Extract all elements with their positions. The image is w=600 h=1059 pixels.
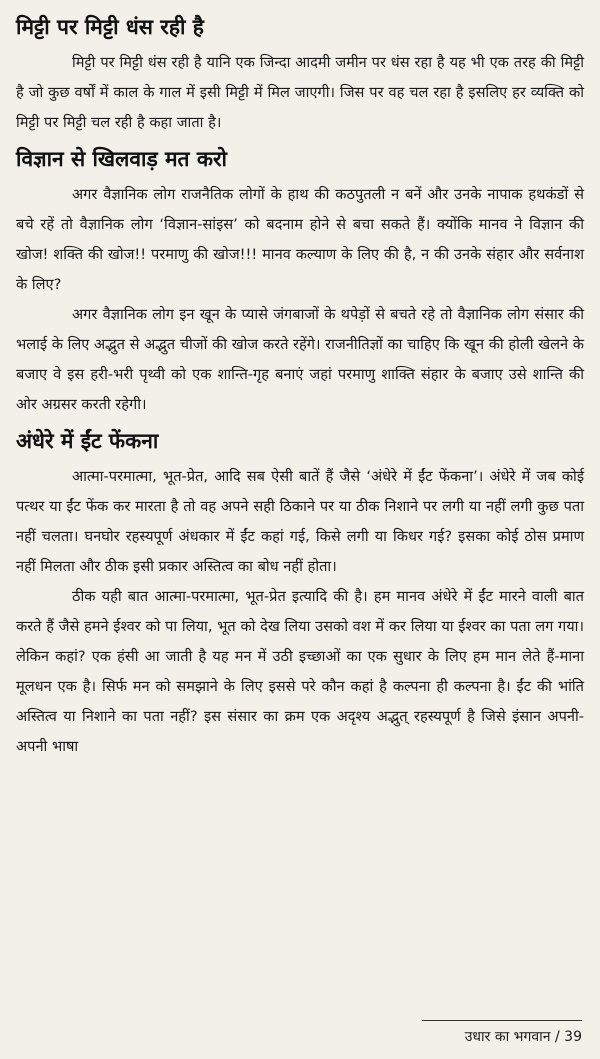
paragraph: अगर वैज्ञानिक लोग इन खून के प्यासे जंगबाजों के थपेड़ों से बचते रहे तो वैज्ञानिक लोग संसार की भलाई के लिए अद्भुत से अद्भुत चीजों की खोज करते रहेंगे। राजनीतिज्ञों का चाहिए कि खून की होली खेलने के बजाए वे इस हरी-भरी पृथ्वी को एक शान्ति-गृह बनाएं जहां परमाणु शाक्ति संहार के बजाए उसे शान्ति की ओर अग्रसर करती रहेगी। bbox=[16, 306, 584, 413]
section-heading: विज्ञान से खिलवाड़ मत करो bbox=[16, 147, 227, 171]
section-mitti bbox=[16, 12, 584, 138]
page-footer: उधार का भगवान / 39 bbox=[422, 1020, 582, 1051]
section-vigyan bbox=[16, 144, 584, 420]
section-andhere bbox=[16, 426, 584, 762]
paragraph: मिट्टी पर मिट्टी धंस रही है यानि एक जिन्दा आदमी जमीन पर धंस रहा है यह भी एक तरह की मिट्टी है जो कुछ वर्षों में काल के गाल में इसी मिट्टी में मिल जाएगी। जिस पर वह चल रहा है इसलिए हर व्यक्ति को मिट्टी पर मिट्टी चल रही है कहा जाता है। bbox=[16, 54, 584, 131]
section-heading: मिट्टी पर मिट्टी धंस रही है bbox=[16, 15, 204, 39]
paragraph: आत्मा-परमात्मा, भूत-प्रेत, आदि सब ऐसी बातें हैं जैसे ‘अंधेरे में ईंट फेंकना’। अंधेरे में जब कोई पत्थर या ईंट फेंक कर मारता है तो वह अपने सही ठिकाने पर या ठीक निशाने पर लगी या नहीं लगी कुछ पता नहीं चलता। घनघोर रहस्यपूर्ण अंधकार में ईंट कहां गई, किसे लगी या किधर गई? इसका कोई ठोस प्रमाण नहीं मिलता और ठीक इसी प्रकार अस्तित्व का बोध नहीं होता। bbox=[16, 468, 584, 575]
paragraph: अगर वैज्ञानिक लोग राजनैतिक लोगों के हाथ की कठपुतली न बनें और उनके नापाक हथकंडों से बचे रहें तो वैज्ञानिक लोग ‘विज्ञान-सांइस’ को बदनाम होने से बचा सकते हैं। क्योंकि मानव ने विज्ञान की खोज! शक्ति की खोज!! परमाणु की खोज!!! मानव कल्याण के लिए की है, न की उनके संहार और सर्वनाश के लिए? bbox=[16, 186, 584, 293]
section-heading: अंधेरे में ईंट फेंकना bbox=[16, 429, 159, 453]
paragraph: ठीक यही बात आत्मा-परमात्मा, भूत-प्रेत इत्यादि की है। हम मानव अंधेरे में ईंट मारने वाली बात करते हैं जैसे हमने ईश्वर को पा लिया, भूत को देख लिया उसको वश में कर लिया या ईश्वर का पता लग गया। लेकिन कहां? एक हंसी आ जाती है यह मन में उठी इच्छाओं का एक सुधार के लिए हम मान लेते हैं-माना मूलधन एक है। सिर्फ मन को समझाने के लिए इससे परे कौन कहां है कल्पना ही कल्पना है। ईंट की भांति अस्तित्व या निशाने का पता नहीं? इस संसार का क्रम एक अदृश्य अद्भुत् रहस्यपूर्ण है जिसे इंसान अपनी-अपनी भाषा bbox=[16, 588, 584, 755]
